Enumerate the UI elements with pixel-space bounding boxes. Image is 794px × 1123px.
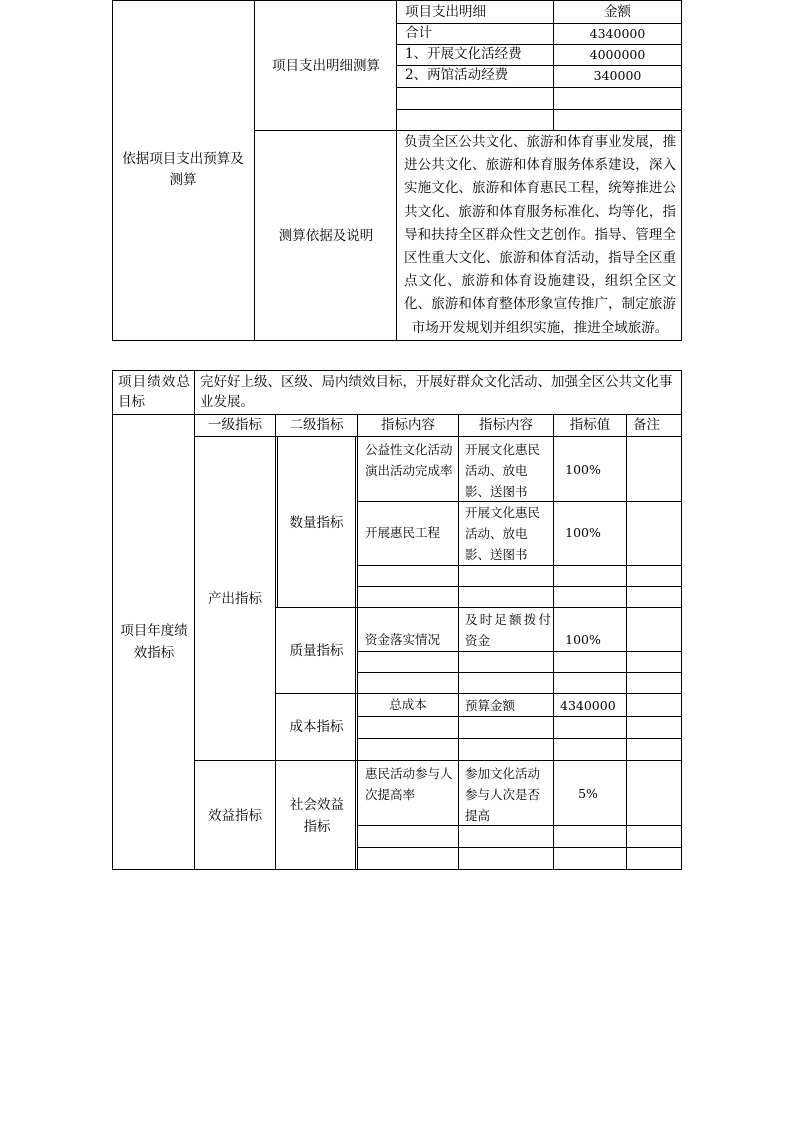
output-indicator-label: 产出指标: [208, 590, 262, 607]
detail-header-amount: 金额: [604, 4, 631, 20]
indicator-content: 公益性文化活动演出活动完成率: [365, 442, 453, 478]
header-level2: 二级指标: [289, 417, 344, 433]
budget-basis-outer-label: 依据项目支出预算及测算: [122, 151, 244, 188]
calc-basis-text: 负责全区公共文化、旅游和体育事业发展，推进公共文化、旅游和体育服务体系建设，深入实施文化、旅游和体育惠民工程，统筹推进公共文化、旅游和体育服务标准化、均等化，指导和扶持全区群众性文艺创作。指导、管理全区性重大文化、旅游和体育活动，指导全区重点文化、旅游和体育设施建设，组织全区文化、旅游和体育整体形象宣传推广，制定旅游市场开发规划并组织实施，推进全域旅游。: [404, 134, 676, 336]
header-content-2: 指标内容: [479, 417, 533, 433]
calc-basis-label: 测算依据及说明: [278, 227, 374, 244]
social-benefit-indicator-label: 社会效益指标: [290, 797, 344, 835]
indicator-value: 5%: [578, 786, 598, 801]
indicator-content-2: 预算金额: [465, 698, 516, 713]
header-content: 指标内容: [381, 417, 435, 433]
header-value: 指标值: [569, 417, 611, 433]
performance-goal-label: 项目绩效总目标: [118, 374, 190, 410]
indicator-value: 100%: [565, 632, 601, 647]
indicator-content: 资金落实情况: [365, 632, 441, 647]
indicator-content: 开展惠民工程: [365, 525, 441, 540]
indicator-content-2: 开展文化惠民活动、放电影、送图书: [465, 442, 541, 499]
indicator-content: 总成本: [389, 697, 427, 712]
annual-indicators-label: 项目年度绩效指标: [120, 623, 188, 661]
detail-header-item: 项目支出明细: [405, 4, 486, 20]
detail-row-amount: 340000: [593, 68, 642, 83]
cost-indicator-label: 成本指标: [289, 718, 344, 735]
quality-indicator-label: 质量指标: [289, 642, 344, 659]
indicator-content-2: 开展文化惠民活动、放电影、送图书: [465, 505, 541, 562]
performance-goal-text: 完好好上级、区级、局内绩效目标，开展好群众文化活动、加强全区公共文化事业发展。: [200, 374, 673, 410]
detail-row-amount: 4340000: [589, 26, 646, 41]
indicator-content-2: 参加文化活动参与人次是否提高: [465, 766, 541, 823]
benefit-indicator-label: 效益指标: [208, 807, 262, 824]
indicator-value: 4340000: [560, 698, 616, 713]
detail-row-item: 1、开展文化活经费: [405, 46, 522, 62]
detail-row-item: 2、两馆活动经费: [405, 67, 509, 83]
indicator-content: 惠民活动参与人次提高率: [365, 766, 453, 802]
detail-row-amount: 4000000: [589, 47, 646, 62]
indicator-value: 100%: [565, 462, 601, 477]
quantity-indicator-label: 数量指标: [289, 514, 344, 531]
detail-row-item: 合计: [405, 25, 432, 41]
detail-calc-label: 项目支出明细测算: [272, 57, 380, 74]
header-remark: 备注: [633, 417, 660, 433]
indicator-value: 100%: [565, 525, 601, 540]
header-level1: 一级指标: [208, 417, 262, 433]
indicator-content-2: 及时足额拨付资金: [465, 612, 551, 648]
